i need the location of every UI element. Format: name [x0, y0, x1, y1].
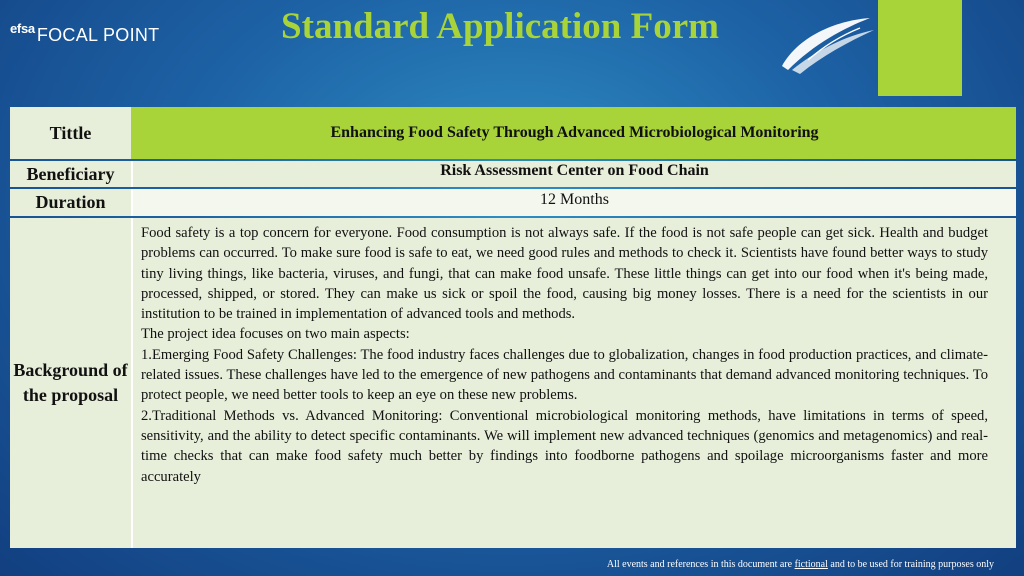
title-row [10, 107, 1016, 159]
duration-label: Duration [10, 189, 131, 216]
footer-text-after: and to be used for training purposes only [827, 559, 994, 570]
title-value: Enhancing Food Safety Through Advanced Microbiological Monitoring [330, 124, 819, 141]
swoosh-logo-icon [778, 14, 878, 76]
background-row [10, 218, 1016, 548]
application-form-table [10, 107, 1016, 548]
duration-value: 12 Months [133, 189, 1016, 216]
background-text [133, 218, 1016, 548]
focal-point-text: FOCAL POINT [36, 24, 160, 45]
footer-text-before: All events and references in this document are [606, 559, 795, 570]
background-label: Background of the proposal [10, 218, 131, 548]
page-title: Standard Application Form [281, 6, 719, 47]
beneficiary-value: Risk Assessment Center on Food Chain [133, 161, 1016, 187]
beneficiary-label: Beneficiary [10, 161, 131, 187]
duration-row [10, 189, 1016, 216]
background-paragraph: 2.Traditional Methods vs. Advanced Monitoring: Conventional microbiological monitoring methods, have limitations in terms of speed, sensitivity, and the ability to detect specific contaminants. We will implement new advanced techniques (genomics and metagenomics) and real-time checks that can make food safety much better by findings into foodborne pathogens and spoilage microorganisms faster and more accurately [141, 407, 988, 485]
background-paragraph: 1.Emerging Food Safety Challenges: The food industry faces challenges due to globalization, changes in food production practices, and climate-related issues. These challenges have led to the emergence of new pathogens and contaminants that demand advanced monitoring techniques. To protect people, we need better tools to keep an eye on these new problems. [141, 346, 988, 404]
efsa-logo-text: efsa [10, 20, 35, 36]
title-label: Tittle [10, 107, 131, 159]
background-paragraph: Food safety is a top concern for everyone. Food consumption is not always safe. If the food is not safe people can get sick. Health and budget problems can occurred. To make sure food is safe to eat, we need good rules and methods to check it. Scientists have found better ways to study tiny living things, like bacteria, viruses, and fungi, that can make food unsafe. These little things can get into our food when it's being made, processed, shipped, or stored. They can make us sick or spoil the food, causing big money losses. There is a need for the scientists in our institution to be trained in implementation of advanced tools and methods. [141, 225, 988, 323]
beneficiary-row [10, 161, 1016, 187]
background-paragraph: The project idea focuses on two main aspects: [141, 326, 410, 343]
accent-bar [878, 0, 962, 96]
footer-disclaimer [607, 559, 994, 570]
footer-fictional-link[interactable]: fictional [794, 559, 828, 570]
